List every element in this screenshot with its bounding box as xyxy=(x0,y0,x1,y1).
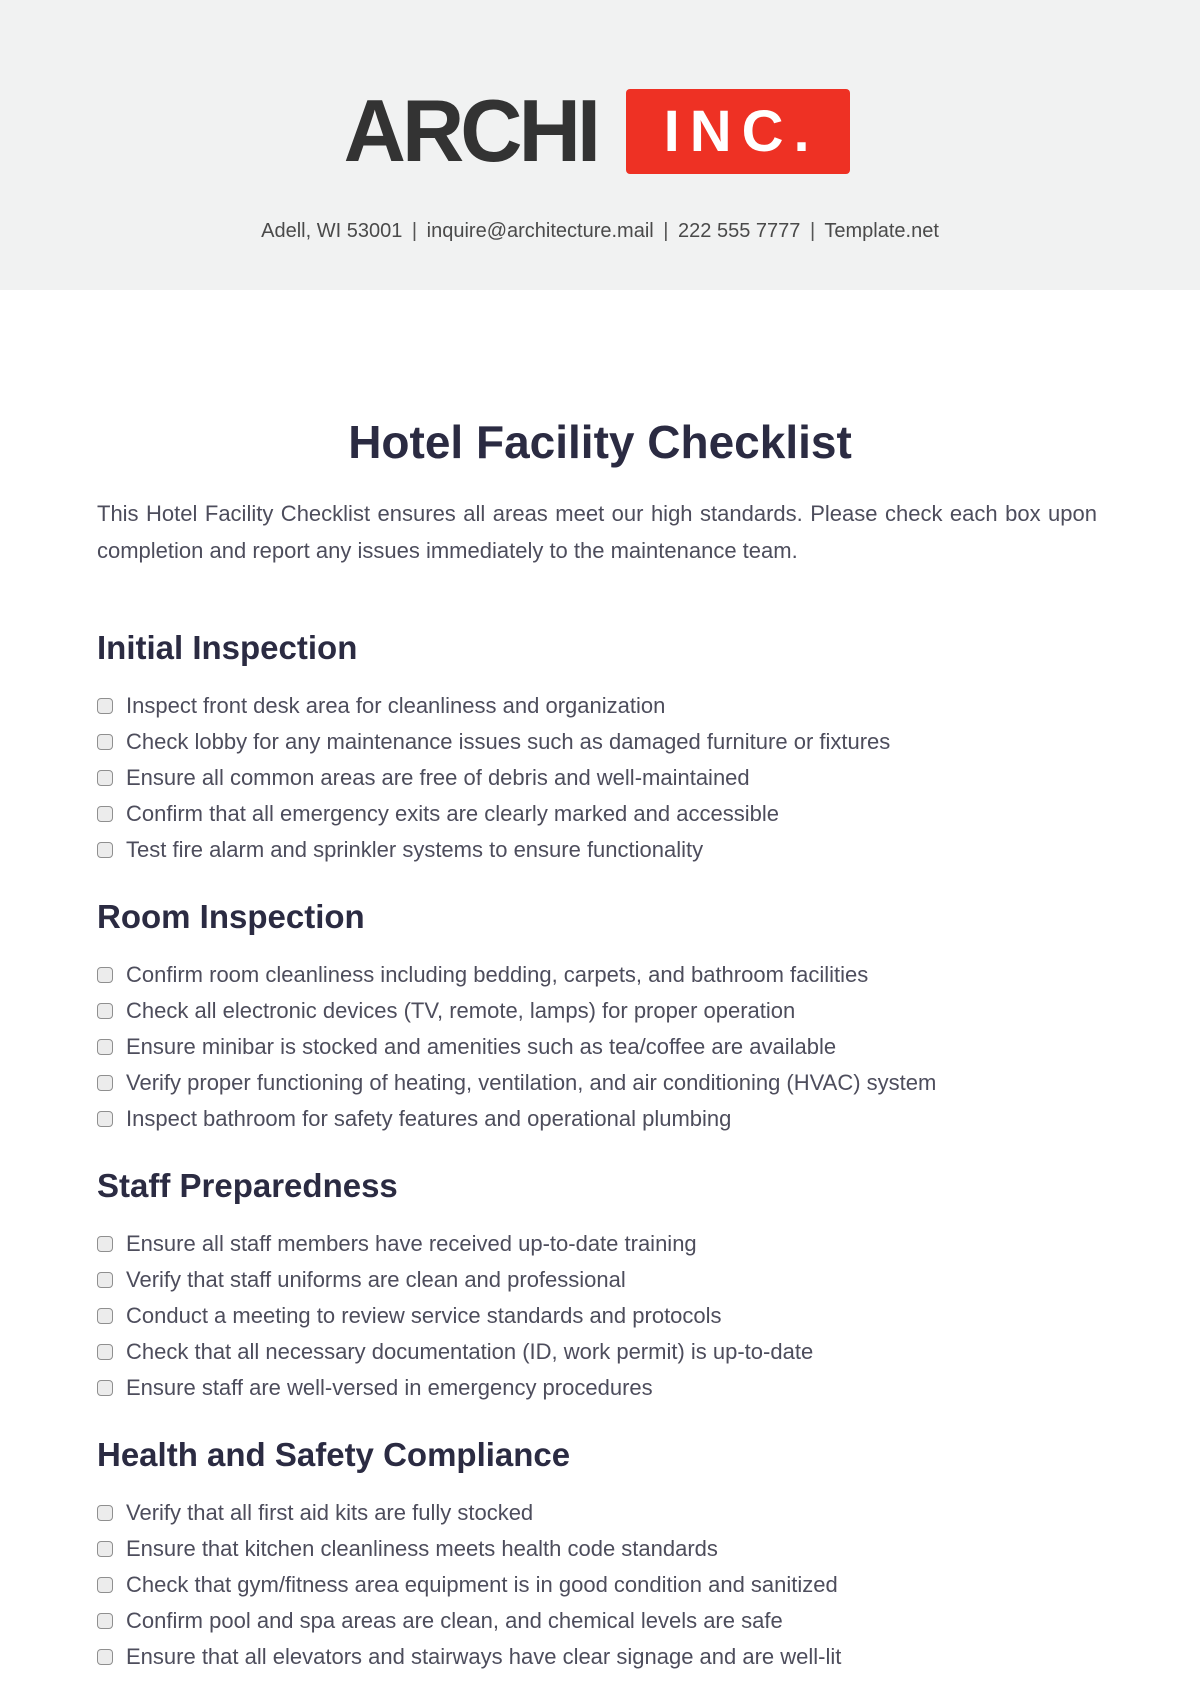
checklist xyxy=(97,1495,1107,1675)
checklist-item xyxy=(97,724,1107,760)
checkbox[interactable] xyxy=(97,1308,113,1324)
section-heading: Initial Inspection xyxy=(97,629,358,666)
contact-email: inquire@architecture.mail xyxy=(426,220,654,242)
section-heading: Health and Safety Compliance xyxy=(97,1436,571,1473)
logo-wordmark: ARCHI xyxy=(343,81,598,180)
item-label: Ensure minibar is stocked and amenities such as tea/coffee are available xyxy=(126,1034,837,1059)
section-room-inspection xyxy=(97,895,1107,1137)
checklist-item xyxy=(97,1029,1107,1065)
contact-phone: 222 555 7777 xyxy=(678,220,801,242)
checklist-item xyxy=(97,1567,1107,1603)
company-logo xyxy=(341,81,850,180)
item-label: Confirm room cleanliness including bedding, carpets, and bathroom facilities xyxy=(126,962,869,987)
checkbox[interactable] xyxy=(97,1003,113,1019)
section-health-safety xyxy=(97,1433,1107,1675)
checkbox[interactable] xyxy=(97,806,113,822)
checkbox[interactable] xyxy=(97,1613,113,1629)
item-label: Ensure that kitchen cleanliness meets health code standards xyxy=(126,1536,718,1561)
logo-badge: INC. xyxy=(626,89,850,174)
checkbox[interactable] xyxy=(97,1236,113,1252)
contact-address: Adell, WI 53001 xyxy=(261,220,403,242)
separator: | xyxy=(809,220,816,242)
checkbox[interactable] xyxy=(97,1505,113,1521)
checkbox[interactable] xyxy=(97,770,113,786)
checklist-item xyxy=(97,796,1107,832)
item-label: Verify proper functioning of heating, ventilation, and air conditioning (HVAC) system xyxy=(126,1070,937,1095)
separator: | xyxy=(663,220,669,242)
checklist-item xyxy=(97,1298,1107,1334)
checklist-item xyxy=(97,832,1107,868)
checklist-item xyxy=(97,993,1107,1029)
checklist-item xyxy=(97,1065,1107,1101)
item-label: Ensure all staff members have received up-to-date training xyxy=(126,1231,697,1256)
checkbox[interactable] xyxy=(97,698,113,714)
checklist-item xyxy=(97,1101,1107,1137)
item-label: Test fire alarm and sprinkler systems to ensure functionality xyxy=(126,837,704,862)
separator: | xyxy=(411,220,418,242)
checkbox[interactable] xyxy=(97,1039,113,1055)
item-label: Conduct a meeting to review service standards and protocols xyxy=(126,1303,722,1328)
item-label: Ensure staff are well-versed in emergency procedures xyxy=(126,1375,653,1400)
checklist xyxy=(97,957,1107,1137)
section-heading: Room Inspection xyxy=(97,898,365,935)
checkbox[interactable] xyxy=(97,1649,113,1665)
item-label: Confirm pool and spa areas are clean, and chemical levels are safe xyxy=(126,1608,783,1633)
item-label: Check lobby for any maintenance issues such as damaged furniture or fixtures xyxy=(126,729,891,754)
section-initial-inspection xyxy=(97,626,1107,868)
checklist-item xyxy=(97,957,1107,993)
item-label: Check all electronic devices (TV, remote, lamps) for proper operation xyxy=(126,998,796,1023)
checkbox[interactable] xyxy=(97,1577,113,1593)
checkbox[interactable] xyxy=(97,1111,113,1127)
section-heading: Staff Preparedness xyxy=(97,1167,398,1204)
checkbox[interactable] xyxy=(97,1075,113,1091)
item-label: Ensure that all elevators and stairways have clear signage and are well-lit xyxy=(126,1644,842,1669)
contact-website: Template.net xyxy=(824,220,939,242)
page-title: Hotel Facility Checklist xyxy=(348,416,852,468)
checkbox[interactable] xyxy=(97,734,113,750)
item-label: Verify that all first aid kits are fully stocked xyxy=(126,1500,534,1525)
item-label: Inspect bathroom for safety features and operational plumbing xyxy=(126,1106,732,1131)
checkbox[interactable] xyxy=(97,967,113,983)
checklist xyxy=(97,688,1107,868)
checklist-item xyxy=(97,1370,1107,1406)
checkbox[interactable] xyxy=(97,1380,113,1396)
checklist-item xyxy=(97,760,1107,796)
item-label: Check that gym/fitness area equipment is in good condition and sanitized xyxy=(126,1572,838,1597)
checkbox[interactable] xyxy=(97,1541,113,1557)
checklist-item xyxy=(97,1495,1107,1531)
item-label: Verify that staff uniforms are clean and professional xyxy=(126,1267,626,1292)
letterhead xyxy=(0,0,1200,290)
checkbox[interactable] xyxy=(97,1344,113,1360)
checklist-item xyxy=(97,1639,1107,1675)
checklist-item xyxy=(97,1334,1107,1370)
checklist-item xyxy=(97,1603,1107,1639)
intro-paragraph: This Hotel Facility Checklist ensures all areas meet our high standards. Please check each box upon completion and report any issues immediately to the maintenance team. xyxy=(97,501,1097,563)
item-label: Inspect front desk area for cleanliness and organization xyxy=(126,693,666,718)
section-staff-preparedness xyxy=(97,1164,1107,1406)
checklist-item xyxy=(97,1531,1107,1567)
checklist-item xyxy=(97,1226,1107,1262)
checkbox[interactable] xyxy=(97,842,113,858)
item-label: Confirm that all emergency exits are clearly marked and accessible xyxy=(126,801,779,826)
item-label: Ensure all common areas are free of debris and well-maintained xyxy=(126,765,750,790)
checklist-item xyxy=(97,688,1107,724)
contact-line xyxy=(0,220,1200,243)
checklist xyxy=(97,1226,1107,1406)
item-label: Check that all necessary documentation (ID, work permit) is up-to-date xyxy=(126,1339,814,1364)
checkbox[interactable] xyxy=(97,1272,113,1288)
checklist-item xyxy=(97,1262,1107,1298)
